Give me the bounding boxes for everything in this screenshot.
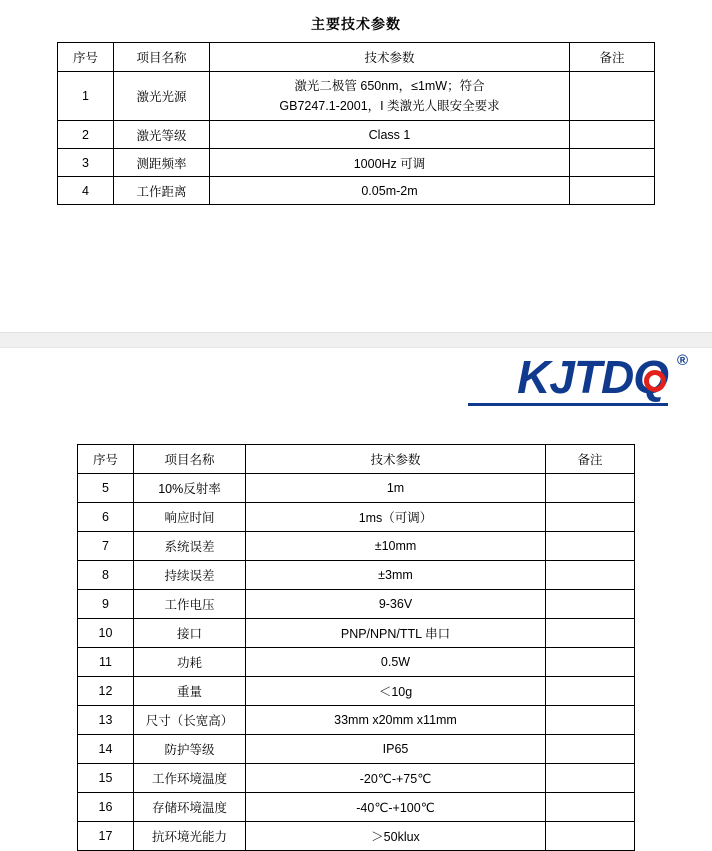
cell-note <box>546 474 635 503</box>
table-row <box>78 706 635 735</box>
table-row <box>78 677 635 706</box>
spec-table-one <box>57 42 655 205</box>
cell-note <box>570 177 655 205</box>
cell-note <box>570 149 655 177</box>
cell-no: 6 <box>78 503 134 532</box>
cell-no: 2 <box>58 121 114 149</box>
column-header-no: 序号 <box>58 43 114 72</box>
cell-param: PNP/NPN/TTL 串口 <box>246 619 546 648</box>
table-header-row <box>78 445 635 474</box>
column-header-param: 技术参数 <box>210 43 570 72</box>
cell-no: 9 <box>78 590 134 619</box>
cell-note <box>546 648 635 677</box>
cell-param: 0.05m-2m <box>210 177 570 205</box>
cell-item: 测距频率 <box>114 149 210 177</box>
company-logo <box>440 352 690 410</box>
cell-param: 0.5W <box>246 648 546 677</box>
table-row <box>78 561 635 590</box>
table-row <box>78 532 635 561</box>
cell-item: 10%反射率 <box>134 474 246 503</box>
table-row <box>58 72 655 121</box>
cell-param <box>210 72 570 121</box>
table-row <box>78 590 635 619</box>
table-row <box>58 177 655 205</box>
cell-note <box>546 619 635 648</box>
cell-no: 10 <box>78 619 134 648</box>
cell-no: 11 <box>78 648 134 677</box>
cell-param: 33mm x20mm x11mm <box>246 706 546 735</box>
table-row <box>78 648 635 677</box>
logo-brand-text: KJTDQ <box>517 351 668 403</box>
cell-param: IP65 <box>246 735 546 764</box>
cell-item: 持续误差 <box>134 561 246 590</box>
spec-table-two <box>77 444 635 851</box>
cell-item: 激光光源 <box>114 72 210 121</box>
table-row <box>78 793 635 822</box>
cell-item: 抗环境光能力 <box>134 822 246 851</box>
cell-note <box>570 72 655 121</box>
cell-item: 接口 <box>134 619 246 648</box>
cell-note <box>546 735 635 764</box>
cell-item: 激光等级 <box>114 121 210 149</box>
cell-note <box>546 822 635 851</box>
cell-param: ±10mm <box>246 532 546 561</box>
page-title: 主要技术参数 <box>311 16 401 32</box>
column-header-no: 序号 <box>78 445 134 474</box>
column-header-item: 项目名称 <box>134 445 246 474</box>
table-row <box>78 474 635 503</box>
cell-param: ＞50klux <box>246 822 546 851</box>
cell-param: -20℃-+75℃ <box>246 764 546 793</box>
cell-no: 16 <box>78 793 134 822</box>
page-divider-band <box>0 332 712 348</box>
cell-param-line1: 激光二极管 650nm，≤1mW；符合 <box>294 79 485 93</box>
cell-note <box>546 706 635 735</box>
cell-item: 工作环境温度 <box>134 764 246 793</box>
column-header-note: 备注 <box>546 445 635 474</box>
cell-no: 7 <box>78 532 134 561</box>
table-row <box>78 619 635 648</box>
cell-item: 存储环境温度 <box>134 793 246 822</box>
column-header-param: 技术参数 <box>246 445 546 474</box>
cell-no: 13 <box>78 706 134 735</box>
cell-note <box>546 532 635 561</box>
cell-param: Class 1 <box>210 121 570 149</box>
cell-param: 9-36V <box>246 590 546 619</box>
cell-no: 3 <box>58 149 114 177</box>
cell-param-line2: GB7247.1-2001，I 类激光人眼安全要求 <box>279 99 500 113</box>
cell-note <box>546 590 635 619</box>
table-row <box>78 735 635 764</box>
cell-item: 系统误差 <box>134 532 246 561</box>
table-row <box>78 822 635 851</box>
cell-item: 响应时间 <box>134 503 246 532</box>
cell-no: 14 <box>78 735 134 764</box>
cell-item: 功耗 <box>134 648 246 677</box>
logo-red-circle-icon <box>644 370 666 392</box>
column-header-note: 备注 <box>570 43 655 72</box>
cell-note <box>570 121 655 149</box>
cell-item: 工作距离 <box>114 177 210 205</box>
cell-item: 重量 <box>134 677 246 706</box>
cell-param: 1m <box>246 474 546 503</box>
cell-note <box>546 503 635 532</box>
cell-param: ＜10g <box>246 677 546 706</box>
cell-no: 1 <box>58 72 114 121</box>
cell-param: 1ms（可调） <box>246 503 546 532</box>
column-header-item: 项目名称 <box>114 43 210 72</box>
table-row <box>58 121 655 149</box>
table-row <box>78 764 635 793</box>
cell-note <box>546 677 635 706</box>
cell-no: 15 <box>78 764 134 793</box>
cell-no: 17 <box>78 822 134 851</box>
cell-no: 12 <box>78 677 134 706</box>
cell-note <box>546 561 635 590</box>
cell-param: -40℃-+100℃ <box>246 793 546 822</box>
cell-no: 4 <box>58 177 114 205</box>
cell-note <box>546 793 635 822</box>
cell-param: ±3mm <box>246 561 546 590</box>
cell-note <box>546 764 635 793</box>
logo-underline <box>468 403 668 406</box>
registered-trademark-icon: ® <box>676 352 688 369</box>
cell-no: 5 <box>78 474 134 503</box>
cell-item: 防护等级 <box>134 735 246 764</box>
cell-item: 工作电压 <box>134 590 246 619</box>
table-row <box>78 503 635 532</box>
cell-item: 尺寸（长宽高） <box>134 706 246 735</box>
table-header-row <box>58 43 655 72</box>
cell-param: 1000Hz 可调 <box>210 149 570 177</box>
table-row <box>58 149 655 177</box>
cell-no: 8 <box>78 561 134 590</box>
